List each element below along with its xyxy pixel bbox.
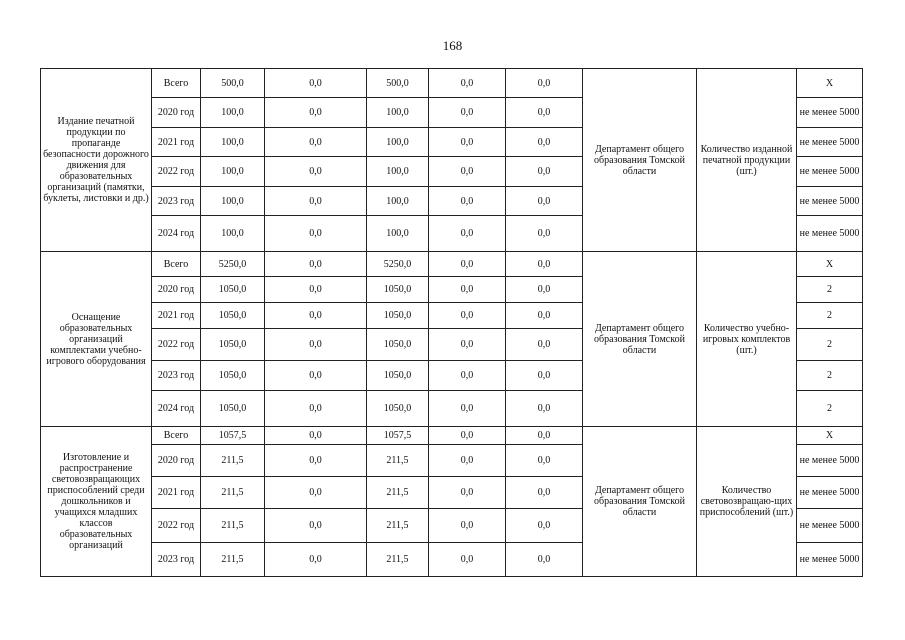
value-cell-3: 100,0 — [367, 157, 429, 187]
value-cell-4: 0,0 — [429, 187, 506, 216]
value-cell-2: 0,0 — [265, 391, 367, 427]
value-cell-2: 0,0 — [265, 98, 367, 128]
indicator-cell: Количество учебно-игровых комплектов (шт.) — [697, 252, 797, 427]
value-cell-5: 0,0 — [506, 329, 583, 361]
value-cell-1: 1050,0 — [201, 391, 265, 427]
result-cell: 2 — [797, 329, 863, 361]
value-cell-5: 0,0 — [506, 361, 583, 391]
result-cell: не менее 5000 — [797, 157, 863, 187]
result-cell: не менее 5000 — [797, 477, 863, 509]
value-cell-5: 0,0 — [506, 157, 583, 187]
department-cell: Департамент общего образования Томской области — [583, 69, 697, 252]
value-cell-1: 1050,0 — [201, 329, 265, 361]
value-cell-1: 1050,0 — [201, 361, 265, 391]
value-cell-3: 1057,5 — [367, 427, 429, 445]
value-cell-4: 0,0 — [429, 509, 506, 543]
value-cell-3: 1050,0 — [367, 361, 429, 391]
value-cell-4: 0,0 — [429, 303, 506, 329]
value-cell-1: 5250,0 — [201, 252, 265, 277]
result-cell: не менее 5000 — [797, 445, 863, 477]
value-cell-5: 0,0 — [506, 303, 583, 329]
value-cell-3: 100,0 — [367, 98, 429, 128]
value-cell-4: 0,0 — [429, 391, 506, 427]
value-cell-2: 0,0 — [265, 216, 367, 252]
value-cell-3: 1050,0 — [367, 329, 429, 361]
value-cell-2: 0,0 — [265, 157, 367, 187]
value-cell-5: 0,0 — [506, 69, 583, 98]
value-cell-4: 0,0 — [429, 543, 506, 577]
department-cell: Департамент общего образования Томской области — [583, 252, 697, 427]
table-body — [41, 69, 863, 577]
year-cell: Всего — [152, 69, 201, 98]
value-cell-4: 0,0 — [429, 477, 506, 509]
value-cell-4: 0,0 — [429, 216, 506, 252]
value-cell-2: 0,0 — [265, 303, 367, 329]
result-cell: не менее 5000 — [797, 128, 863, 157]
measure-name-cell: Оснащение образовательных организаций комплектами учебно-игрового оборудования — [41, 252, 152, 427]
result-cell: не менее 5000 — [797, 543, 863, 577]
year-cell: 2022 год — [152, 509, 201, 543]
value-cell-3: 500,0 — [367, 69, 429, 98]
value-cell-3: 211,5 — [367, 543, 429, 577]
value-cell-3: 211,5 — [367, 509, 429, 543]
value-cell-3: 100,0 — [367, 128, 429, 157]
value-cell-5: 0,0 — [506, 252, 583, 277]
year-cell: 2023 год — [152, 361, 201, 391]
value-cell-1: 211,5 — [201, 543, 265, 577]
value-cell-1: 211,5 — [201, 477, 265, 509]
value-cell-4: 0,0 — [429, 157, 506, 187]
value-cell-2: 0,0 — [265, 361, 367, 391]
measure-name-cell: Изготовление и распространение световозвращающих приспособлений среди дошкольников и учащихся младших классов образовательных организаций — [41, 427, 152, 577]
result-cell: Х — [797, 69, 863, 98]
value-cell-2: 0,0 — [265, 445, 367, 477]
value-cell-2: 0,0 — [265, 329, 367, 361]
value-cell-5: 0,0 — [506, 128, 583, 157]
value-cell-3: 211,5 — [367, 445, 429, 477]
value-cell-1: 1057,5 — [201, 427, 265, 445]
value-cell-1: 500,0 — [201, 69, 265, 98]
year-cell: 2021 год — [152, 303, 201, 329]
value-cell-3: 211,5 — [367, 477, 429, 509]
year-cell: 2020 год — [152, 277, 201, 303]
value-cell-5: 0,0 — [506, 427, 583, 445]
value-cell-1: 100,0 — [201, 128, 265, 157]
year-cell: 2021 год — [152, 128, 201, 157]
year-cell: 2024 год — [152, 216, 201, 252]
result-cell: Х — [797, 252, 863, 277]
result-cell: не менее 5000 — [797, 509, 863, 543]
value-cell-3: 1050,0 — [367, 303, 429, 329]
result-cell: 2 — [797, 391, 863, 427]
value-cell-4: 0,0 — [429, 329, 506, 361]
value-cell-1: 1050,0 — [201, 303, 265, 329]
value-cell-1: 100,0 — [201, 216, 265, 252]
value-cell-5: 0,0 — [506, 543, 583, 577]
table-row — [41, 69, 863, 98]
department-cell: Департамент общего образования Томской области — [583, 427, 697, 577]
result-cell: 2 — [797, 303, 863, 329]
result-cell: 2 — [797, 277, 863, 303]
year-cell: 2020 год — [152, 98, 201, 128]
value-cell-1: 1050,0 — [201, 277, 265, 303]
result-cell: не менее 5000 — [797, 187, 863, 216]
value-cell-2: 0,0 — [265, 509, 367, 543]
year-cell: 2021 год — [152, 477, 201, 509]
value-cell-2: 0,0 — [265, 187, 367, 216]
value-cell-1: 100,0 — [201, 187, 265, 216]
year-cell: 2020 год — [152, 445, 201, 477]
indicator-cell: Количество световозвращаю-щих приспособлений (шт.) — [697, 427, 797, 577]
measure-name-cell: Издание печатной продукции по пропаганде безопасности дорожного движения для образовательных организаций (памятки, буклеты, листовки и др.) — [41, 69, 152, 252]
year-cell: 2022 год — [152, 157, 201, 187]
result-cell: Х — [797, 427, 863, 445]
value-cell-5: 0,0 — [506, 98, 583, 128]
table-row — [41, 427, 863, 445]
value-cell-4: 0,0 — [429, 128, 506, 157]
value-cell-2: 0,0 — [265, 543, 367, 577]
value-cell-2: 0,0 — [265, 477, 367, 509]
value-cell-2: 0,0 — [265, 128, 367, 157]
value-cell-4: 0,0 — [429, 277, 506, 303]
indicator-cell: Количество изданной печатной продукции (шт.) — [697, 69, 797, 252]
value-cell-5: 0,0 — [506, 477, 583, 509]
year-cell: 2023 год — [152, 543, 201, 577]
result-cell: не менее 5000 — [797, 216, 863, 252]
year-cell: 2022 год — [152, 329, 201, 361]
value-cell-4: 0,0 — [429, 427, 506, 445]
value-cell-4: 0,0 — [429, 361, 506, 391]
year-cell: Всего — [152, 252, 201, 277]
value-cell-3: 100,0 — [367, 216, 429, 252]
value-cell-5: 0,0 — [506, 391, 583, 427]
value-cell-5: 0,0 — [506, 277, 583, 303]
value-cell-1: 211,5 — [201, 509, 265, 543]
value-cell-1: 100,0 — [201, 157, 265, 187]
value-cell-3: 1050,0 — [367, 391, 429, 427]
year-cell: 2024 год — [152, 391, 201, 427]
value-cell-3: 100,0 — [367, 187, 429, 216]
year-cell: 2023 год — [152, 187, 201, 216]
value-cell-2: 0,0 — [265, 277, 367, 303]
value-cell-5: 0,0 — [506, 445, 583, 477]
value-cell-1: 100,0 — [201, 98, 265, 128]
value-cell-4: 0,0 — [429, 252, 506, 277]
budget-table — [40, 68, 863, 577]
year-cell: Всего — [152, 427, 201, 445]
value-cell-4: 0,0 — [429, 445, 506, 477]
value-cell-5: 0,0 — [506, 509, 583, 543]
value-cell-3: 1050,0 — [367, 277, 429, 303]
table-row — [41, 252, 863, 277]
value-cell-1: 211,5 — [201, 445, 265, 477]
value-cell-5: 0,0 — [506, 187, 583, 216]
value-cell-2: 0,0 — [265, 427, 367, 445]
page-number: 168 — [442, 38, 463, 53]
value-cell-5: 0,0 — [506, 216, 583, 252]
result-cell: не менее 5000 — [797, 98, 863, 128]
value-cell-4: 0,0 — [429, 98, 506, 128]
value-cell-4: 0,0 — [429, 69, 506, 98]
result-cell: 2 — [797, 361, 863, 391]
value-cell-2: 0,0 — [265, 69, 367, 98]
value-cell-2: 0,0 — [265, 252, 367, 277]
value-cell-3: 5250,0 — [367, 252, 429, 277]
